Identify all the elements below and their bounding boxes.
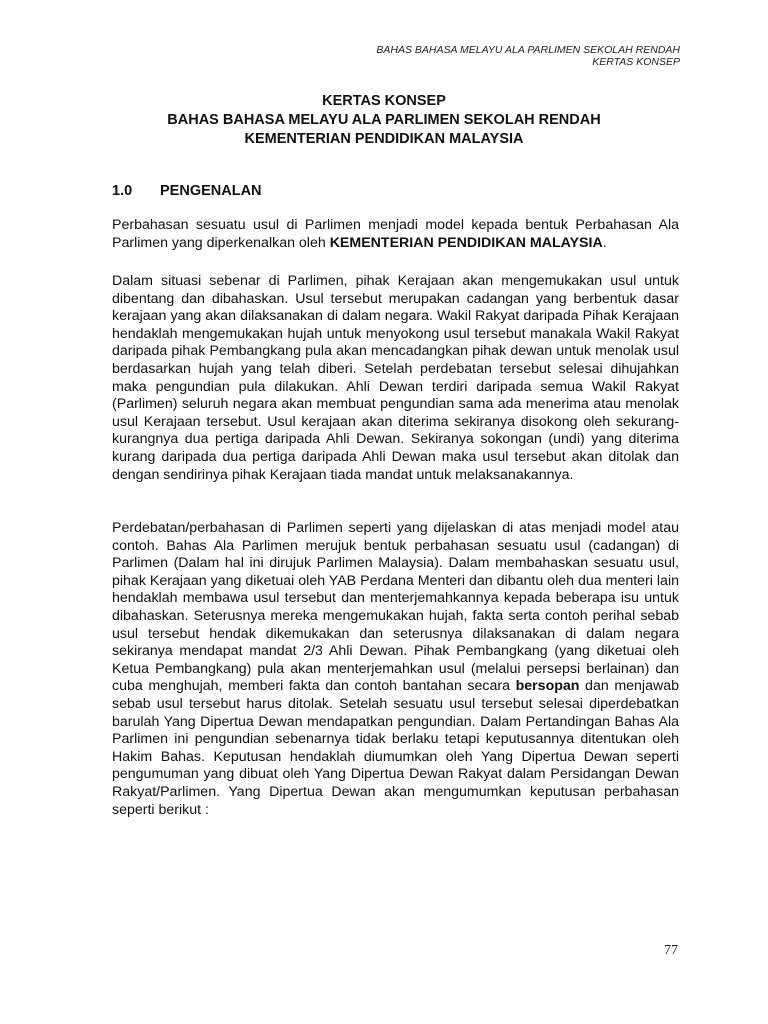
section-title: PENGENALAN (160, 183, 262, 199)
page-number: 77 (664, 943, 678, 958)
running-header (376, 44, 680, 68)
paragraph-intro-bold: KEMENTERIAN PENDIDIKAN MALAYSIA (329, 234, 603, 251)
title-line-2: BAHAS BAHASA MELAYU ALA PARLIMEN SEKOLAH RENDAH (167, 112, 601, 128)
paragraph-debate-end: dan menjawab sebab usul tersebut harus ditolak. Setelah sesuatu usul tersebut selesai diperdebatkan barulah Yang Dipertua Dewan mendapatkan pengundian. Dalam Pertandingan Bahas Ala Parlimen ini pengundian sebenarnya tidak berlaku tetapi keputusannya ditentukan oleh Hakim Bahas. Keputusan hendaklah diumumkan oleh Yang Dipertua Dewan seperti pengumuman yang dibuat oleh Yang Dipertua Dewan Rakyat dalam Persidangan Dewan Rakyat/Parlimen. Yang Dipertua Dewan akan mengumumkan keputusan perbahasan seperti berikut : (112, 678, 679, 818)
running-header-line-1: BAHAS BAHASA MELAYU ALA PARLIMEN SEKOLAH RENDAH (376, 44, 680, 56)
title-line-1: KERTAS KONSEP (322, 93, 446, 109)
paragraph-parliament-situation: Dalam situasi sebenar di Parlimen, pihak Kerajaan akan mengemukakan usul untuk dibentang dan dibahaskan. Usul tersebut merupakan cadangan yang berbentuk dasar kerajaan yang akan dilaksanakan di dalam negara. Wakil Rakyat daripada Pihak Kerajaan hendaklah mengemukakan hujah untuk menyokong usul tersebut manakala Wakil Rakyat daripada pihak Pembangkang pula akan mencadangkan pihak dewan untuk menolak usul berdasarkan hujah yang telah diberi. Setelah perdebatan tersebut selesai dihujahkan maka pengundian pula dilakukan. Ahli Dewan terdiri daripada semua Wakil Rakyat (Parlimen) seluruh negara akan membuat pengundian sama ada menerima atau menolak usul Kerajaan tersebut. Usul kerajaan akan diterima sekiranya disokong oleh sekurang-kurangnya dua pertiga daripada Ahli Dewan. Sekiranya sokongan (undi) yang diterima kurang daripada dua pertiga daripada Ahli Dewan maka usul tersebut akan ditolak dan dengan sendirinya pihak Kerajaan tiada mandat untuk melaksanakannya. (112, 273, 679, 483)
title-line-3: KEMENTERIAN PENDIDIKAN MALAYSIA (244, 131, 524, 147)
paragraph-debate-model (112, 520, 679, 819)
paragraph-debate-bold: bersopan (515, 678, 580, 695)
paragraph-intro-end: . (602, 234, 607, 251)
document-title (0, 92, 768, 149)
running-header-line-2: KERTAS KONSEP (592, 56, 680, 68)
section-heading (112, 183, 262, 199)
paragraph-intro (112, 217, 679, 252)
paragraph-intro-text: Perbahasan sesuatu usul di Parlimen menjadi model kepada bentuk Perbahasan Ala Parlimen yang diperkenalkan oleh (112, 217, 679, 251)
paragraph-debate-text: Perdebatan/perbahasan di Parlimen seperti yang dijelaskan di atas menjadi model atau contoh. Bahas Ala Parlimen merujuk bentuk perbahasan sesuatu usul (cadangan) di Parlimen (Dalam hal ini dirujuk Parlimen Malaysia). Dalam membahaskan sesuatu usul, pihak Kerajaan yang diketuai oleh YAB Perdana Menteri dan dibantu oleh dua menteri lain hendaklah membawa usul tersebut dan menterjemahkannya kepada beberapa isu untuk dibahaskan. Seterusnya mereka mengemukakan hujah, fakta serta contoh perihal sebab usul tersebut hendak dikemukakan dan seterusnya dilaksanakan di dalam negara sekiranya mendapat mandat 2/3 Ahli Dewan. Pihak Pembangkang (yang diketuai oleh Ketua Pembangkang) pula akan menterjemahkan usul (melalui persepsi berlainan) dan cuba menghujah, memberi fakta dan contoh bantahan secara (112, 520, 679, 695)
section-number: 1.0 (112, 183, 133, 199)
